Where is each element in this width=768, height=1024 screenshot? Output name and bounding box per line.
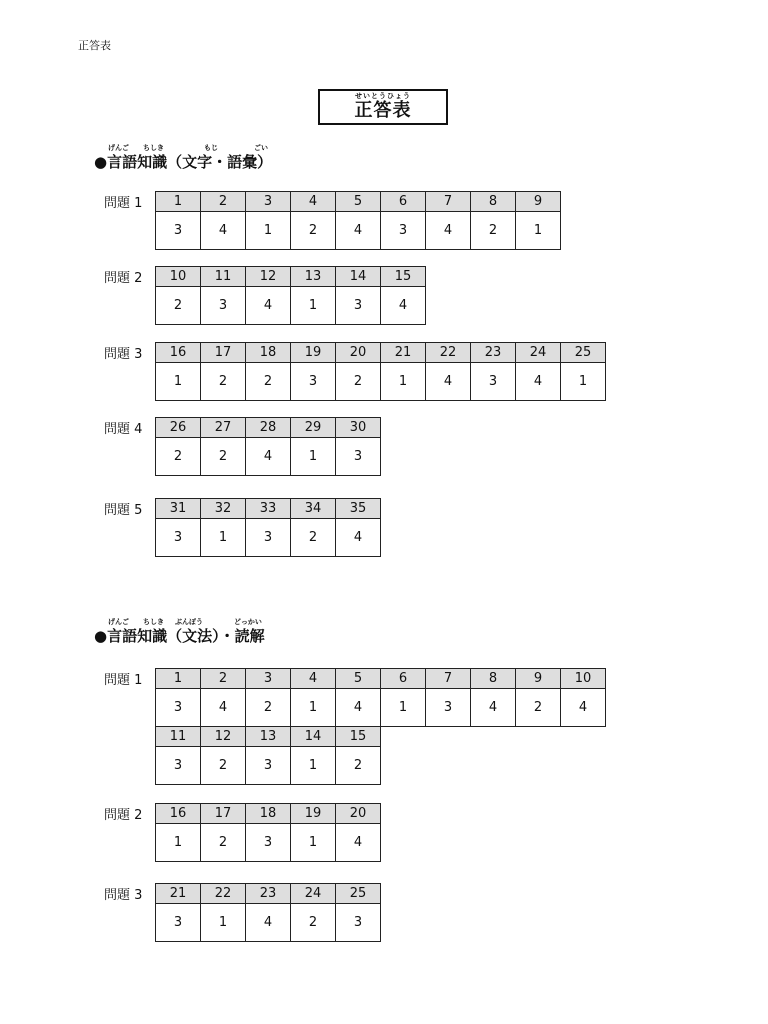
header-label: 正答表 bbox=[78, 39, 111, 52]
question-number-cell: 33 bbox=[246, 499, 291, 519]
question-number-cell: 12 bbox=[246, 267, 291, 287]
answer-cell: 4 bbox=[201, 212, 246, 250]
ruby-text: げんご bbox=[108, 618, 129, 626]
question-number-cell: 7 bbox=[426, 669, 471, 689]
question-number-cell: 21 bbox=[156, 884, 201, 904]
answer-row bbox=[156, 904, 381, 942]
title-ruby: せいとうひょう bbox=[355, 92, 411, 100]
answer-table bbox=[155, 498, 381, 557]
ruby-text: ぶんぽう bbox=[175, 618, 203, 626]
heading-ruby bbox=[94, 143, 272, 153]
section-heading bbox=[94, 143, 272, 171]
answer-cell: 3 bbox=[156, 212, 201, 250]
section-heading bbox=[94, 617, 265, 645]
question-number-cell: 16 bbox=[156, 804, 201, 824]
answer-row bbox=[156, 363, 606, 401]
question-number-cell: 26 bbox=[156, 418, 201, 438]
question-number-cell: 35 bbox=[336, 499, 381, 519]
question-number-cell: 17 bbox=[201, 343, 246, 363]
question-number-cell: 23 bbox=[246, 884, 291, 904]
problem-label: 問題 2 bbox=[104, 271, 143, 286]
answer-table bbox=[155, 668, 606, 727]
answer-cell: 2 bbox=[201, 363, 246, 401]
title-box bbox=[318, 89, 448, 125]
problem-label: 問題 5 bbox=[104, 503, 143, 518]
answer-cell: 2 bbox=[291, 519, 336, 557]
answer-cell: 1 bbox=[201, 904, 246, 942]
question-number-cell: 15 bbox=[381, 267, 426, 287]
question-number-cell: 19 bbox=[291, 343, 336, 363]
answer-cell: 4 bbox=[336, 519, 381, 557]
question-number-row bbox=[156, 884, 381, 904]
question-number-cell: 4 bbox=[291, 192, 336, 212]
answer-cell: 4 bbox=[201, 689, 246, 727]
answer-row bbox=[156, 689, 606, 727]
answer-table bbox=[155, 726, 381, 785]
answer-table bbox=[155, 417, 381, 476]
question-number-cell: 24 bbox=[516, 343, 561, 363]
question-number-cell: 13 bbox=[291, 267, 336, 287]
question-number-cell: 28 bbox=[246, 418, 291, 438]
answer-cell: 2 bbox=[201, 824, 246, 862]
answer-cell: 3 bbox=[426, 689, 471, 727]
problem-label: 問題 1 bbox=[104, 673, 143, 688]
answer-table bbox=[155, 342, 606, 401]
answer-cell: 2 bbox=[336, 747, 381, 785]
answer-cell: 1 bbox=[381, 689, 426, 727]
answer-cell: 2 bbox=[246, 363, 291, 401]
question-number-cell: 3 bbox=[246, 669, 291, 689]
answer-cell: 3 bbox=[156, 904, 201, 942]
question-number-cell: 13 bbox=[246, 727, 291, 747]
question-number-cell: 9 bbox=[516, 669, 561, 689]
answer-cell: 4 bbox=[381, 287, 426, 325]
ruby-text: どっかい bbox=[234, 618, 262, 626]
answer-table bbox=[155, 191, 561, 250]
question-number-cell: 2 bbox=[201, 192, 246, 212]
problem-label: 問題 3 bbox=[104, 347, 143, 362]
question-number-cell: 18 bbox=[246, 343, 291, 363]
answer-cell: 2 bbox=[336, 363, 381, 401]
page-title: 正答表 bbox=[354, 100, 412, 121]
ruby-text: げんご bbox=[108, 144, 129, 152]
answer-cell: 1 bbox=[381, 363, 426, 401]
answer-cell: 2 bbox=[291, 904, 336, 942]
answer-cell: 4 bbox=[246, 438, 291, 476]
answer-cell: 4 bbox=[336, 689, 381, 727]
question-number-cell: 16 bbox=[156, 343, 201, 363]
question-number-cell: 12 bbox=[201, 727, 246, 747]
answer-row bbox=[156, 519, 381, 557]
answer-cell: 2 bbox=[516, 689, 561, 727]
question-number-row bbox=[156, 669, 606, 689]
ruby-text: ちしき bbox=[143, 144, 164, 152]
question-number-cell: 23 bbox=[471, 343, 516, 363]
question-number-row bbox=[156, 343, 606, 363]
answer-cell: 1 bbox=[291, 747, 336, 785]
answer-cell: 2 bbox=[156, 438, 201, 476]
answer-cell: 4 bbox=[336, 212, 381, 250]
heading-ruby bbox=[94, 617, 265, 627]
answer-cell: 1 bbox=[246, 212, 291, 250]
answer-table bbox=[155, 883, 381, 942]
question-number-cell: 19 bbox=[291, 804, 336, 824]
question-number-cell: 8 bbox=[471, 669, 516, 689]
question-number-cell: 8 bbox=[471, 192, 516, 212]
question-number-cell: 30 bbox=[336, 418, 381, 438]
question-number-cell: 22 bbox=[201, 884, 246, 904]
answer-cell: 3 bbox=[336, 287, 381, 325]
problem-label: 問題 1 bbox=[104, 196, 143, 211]
answer-cell: 4 bbox=[471, 689, 516, 727]
answer-cell: 1 bbox=[291, 689, 336, 727]
answer-cell: 1 bbox=[156, 824, 201, 862]
question-number-cell: 1 bbox=[156, 669, 201, 689]
question-number-cell: 17 bbox=[201, 804, 246, 824]
answer-cell: 2 bbox=[201, 438, 246, 476]
question-number-cell: 20 bbox=[336, 804, 381, 824]
question-number-cell: 31 bbox=[156, 499, 201, 519]
problem-label: 問題 2 bbox=[104, 808, 143, 823]
answer-cell: 3 bbox=[291, 363, 336, 401]
question-number-cell: 34 bbox=[291, 499, 336, 519]
question-number-cell: 3 bbox=[246, 192, 291, 212]
answer-row bbox=[156, 287, 426, 325]
answer-row bbox=[156, 747, 381, 785]
answer-cell: 3 bbox=[156, 519, 201, 557]
question-number-cell: 2 bbox=[201, 669, 246, 689]
question-number-cell: 4 bbox=[291, 669, 336, 689]
question-number-cell: 14 bbox=[336, 267, 381, 287]
question-number-cell: 24 bbox=[291, 884, 336, 904]
answer-cell: 3 bbox=[471, 363, 516, 401]
question-number-cell: 27 bbox=[201, 418, 246, 438]
answer-cell: 4 bbox=[516, 363, 561, 401]
answer-cell: 3 bbox=[246, 519, 291, 557]
question-number-cell: 15 bbox=[336, 727, 381, 747]
question-number-cell: 21 bbox=[381, 343, 426, 363]
question-number-cell: 10 bbox=[561, 669, 606, 689]
question-number-cell: 10 bbox=[156, 267, 201, 287]
answer-cell: 3 bbox=[336, 438, 381, 476]
answer-cell: 3 bbox=[246, 824, 291, 862]
question-number-cell: 25 bbox=[561, 343, 606, 363]
question-number-cell: 6 bbox=[381, 192, 426, 212]
answer-cell: 3 bbox=[156, 747, 201, 785]
question-number-cell: 32 bbox=[201, 499, 246, 519]
question-number-row bbox=[156, 727, 381, 747]
question-number-cell: 1 bbox=[156, 192, 201, 212]
problem-label: 問題 4 bbox=[104, 422, 143, 437]
question-number-cell: 5 bbox=[336, 192, 381, 212]
answer-cell: 3 bbox=[246, 747, 291, 785]
answer-cell: 1 bbox=[291, 287, 336, 325]
ruby-text: もじ bbox=[204, 144, 218, 152]
section-title: ●言語知識（文字・語彙） bbox=[94, 153, 273, 171]
answer-row bbox=[156, 212, 561, 250]
answer-cell: 3 bbox=[381, 212, 426, 250]
answer-table bbox=[155, 266, 426, 325]
question-number-row bbox=[156, 267, 426, 287]
answer-row bbox=[156, 824, 381, 862]
answer-cell: 4 bbox=[246, 904, 291, 942]
question-number-cell: 11 bbox=[156, 727, 201, 747]
answer-cell: 3 bbox=[201, 287, 246, 325]
question-number-cell: 22 bbox=[426, 343, 471, 363]
answer-cell: 1 bbox=[291, 438, 336, 476]
answer-cell: 2 bbox=[471, 212, 516, 250]
answer-cell: 1 bbox=[561, 363, 606, 401]
ruby-text: ちしき bbox=[143, 618, 164, 626]
question-number-cell: 6 bbox=[381, 669, 426, 689]
answer-cell: 2 bbox=[156, 287, 201, 325]
answer-cell: 1 bbox=[156, 363, 201, 401]
question-number-cell: 20 bbox=[336, 343, 381, 363]
question-number-row bbox=[156, 804, 381, 824]
answer-cell: 4 bbox=[561, 689, 606, 727]
question-number-row bbox=[156, 192, 561, 212]
answer-cell: 3 bbox=[336, 904, 381, 942]
answer-cell: 4 bbox=[336, 824, 381, 862]
answer-cell: 4 bbox=[246, 287, 291, 325]
question-number-cell: 5 bbox=[336, 669, 381, 689]
question-number-row bbox=[156, 418, 381, 438]
answer-cell: 1 bbox=[201, 519, 246, 557]
answer-cell: 2 bbox=[201, 747, 246, 785]
question-number-cell: 25 bbox=[336, 884, 381, 904]
question-number-cell: 9 bbox=[516, 192, 561, 212]
answer-cell: 1 bbox=[291, 824, 336, 862]
question-number-cell: 18 bbox=[246, 804, 291, 824]
question-number-cell: 14 bbox=[291, 727, 336, 747]
ruby-text: ごい bbox=[254, 144, 268, 152]
answer-cell: 2 bbox=[291, 212, 336, 250]
answer-table bbox=[155, 803, 381, 862]
answer-cell: 4 bbox=[426, 212, 471, 250]
answer-cell: 4 bbox=[426, 363, 471, 401]
answer-cell: 1 bbox=[516, 212, 561, 250]
answer-cell: 2 bbox=[246, 689, 291, 727]
section-title: ●言語知識（文法）・読解 bbox=[94, 627, 265, 645]
question-number-cell: 11 bbox=[201, 267, 246, 287]
problem-label: 問題 3 bbox=[104, 888, 143, 903]
question-number-cell: 7 bbox=[426, 192, 471, 212]
question-number-row bbox=[156, 499, 381, 519]
question-number-cell: 29 bbox=[291, 418, 336, 438]
answer-cell: 3 bbox=[156, 689, 201, 727]
answer-row bbox=[156, 438, 381, 476]
